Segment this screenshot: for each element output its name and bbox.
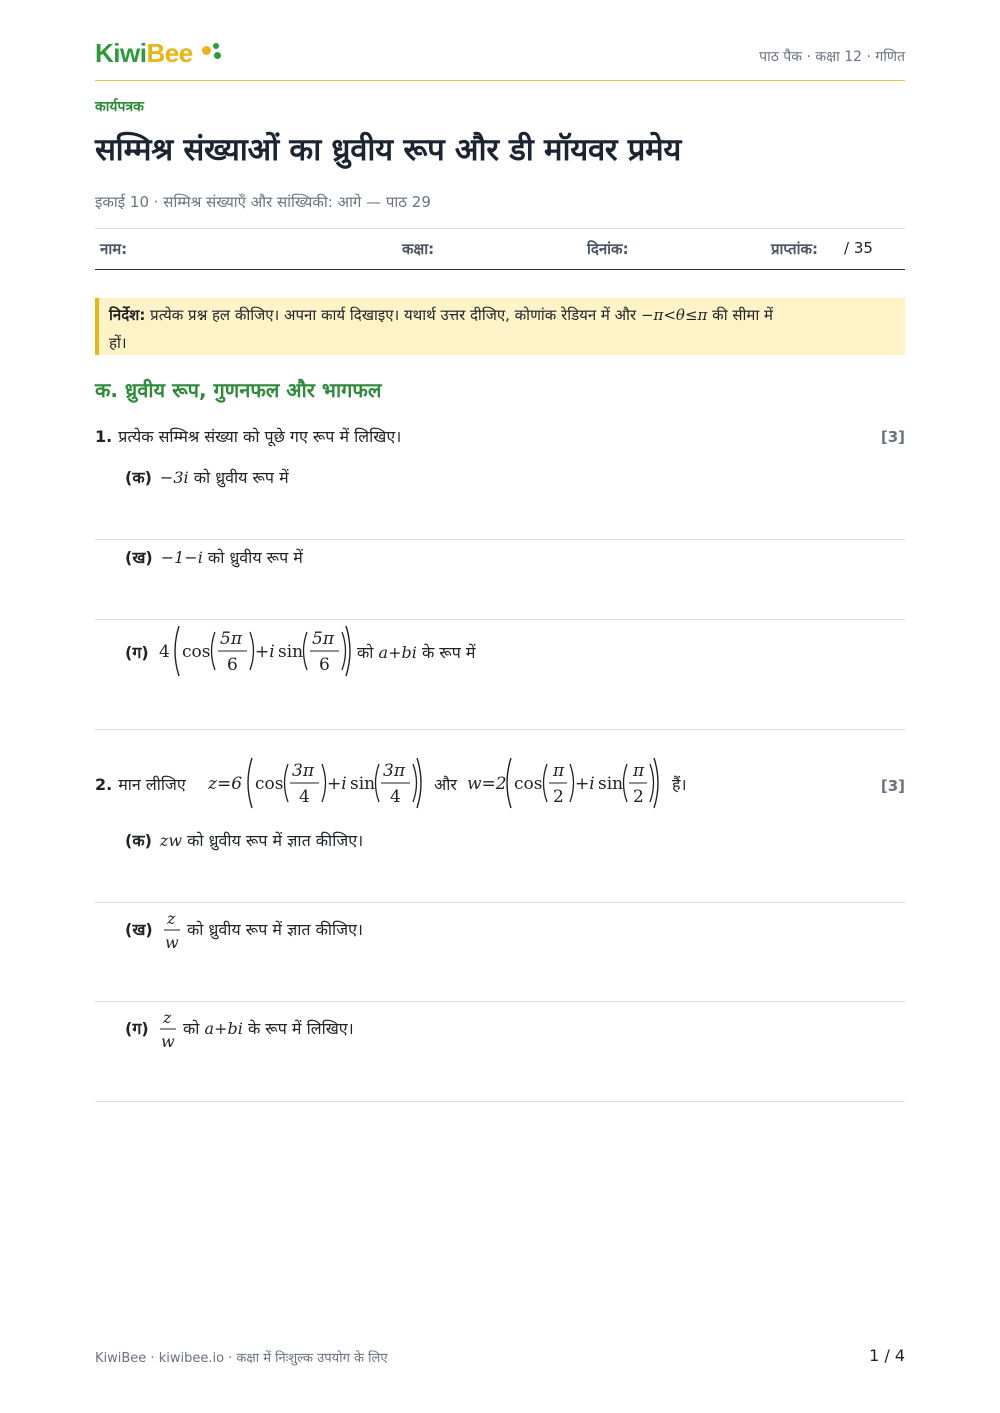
q2-end-word (672, 773, 687, 795)
sin-word: sin (350, 774, 376, 794)
question-text: प्रत्येक सम्मिश्र संख्या को पूछे गए रूप में लिखिए। (118, 427, 402, 446)
q1-part-c-tail (357, 641, 476, 663)
part-label: (ग) (125, 643, 149, 662)
frac-num: 5π (312, 629, 334, 649)
question-number: 1. (95, 427, 113, 446)
page-subtitle: इकाई 10 · सम्मिश्र संख्याएँ और सांख्यिकी: आगे — पाठ 29 (95, 193, 431, 211)
part-text: को ध्रुवीय रूप में (207, 548, 303, 567)
question-text: और (434, 775, 457, 794)
question-2-intro (95, 773, 186, 795)
sin-word: sin (598, 774, 624, 794)
part-math: −1−i (160, 548, 203, 567)
z-lhs: z=6 (208, 774, 243, 794)
part-text: के रूप में लिखिए। (247, 1019, 354, 1038)
cos-word: cos (255, 774, 284, 794)
worksheet-page (95, 0, 905, 1413)
note-tail-2: हों। (109, 334, 127, 352)
q2-part-b (125, 918, 161, 940)
date-field[interactable]: दिनांक: (587, 240, 629, 258)
q2-part-c-text (183, 1017, 354, 1039)
q2c-fraction (157, 1005, 181, 1055)
part-text: को ध्रुवीय रूप में ज्ञात कीजिए। (187, 920, 363, 939)
frac-num: z (167, 909, 176, 928)
note-math: −π<θ≤π (640, 306, 708, 324)
w-lhs: w=2 (467, 774, 507, 794)
frac-den: 2 (633, 787, 644, 807)
part-math: zw (159, 831, 183, 850)
sin-word: sin (278, 642, 304, 662)
question-text: मान लीजिए (118, 775, 186, 794)
cos-word: cos (514, 774, 543, 794)
plus-i: +i (327, 774, 347, 794)
note-text: प्रत्येक प्रश्न हल कीजिए। अपना कार्य दिखाइए। यथार्थ उत्तर दीजिए, कोणांक रेडियन में और (150, 306, 637, 324)
frac-num: 3π (292, 761, 314, 781)
frac-den: w (161, 1032, 175, 1051)
page-number: 1 / 4 (869, 1346, 905, 1365)
q1-part-c-label (125, 641, 157, 663)
frac-den: 4 (390, 787, 401, 807)
q2-w-expression (467, 752, 777, 814)
student-fields (95, 228, 905, 270)
question-1 (95, 425, 401, 447)
answer-line (95, 1001, 905, 1002)
q2b-fraction (161, 906, 185, 956)
part-label: (ख) (125, 920, 153, 939)
cos-word: cos (182, 642, 211, 662)
q2-part-c (125, 1017, 157, 1039)
frac-num: π (553, 761, 565, 781)
q2-and-word (434, 773, 457, 795)
score-label: प्राप्तांक: (771, 240, 818, 258)
part-label: (क) (125, 468, 152, 487)
part-label: (ख) (125, 548, 153, 567)
header-meta: पाठ पैक · कक्षा 12 · गणित (759, 49, 905, 65)
frac-den: 2 (553, 787, 564, 807)
part-math: a+bi (378, 643, 417, 662)
part-math: a+bi (204, 1019, 243, 1038)
frac-num: 3π (383, 761, 405, 781)
q1-part-a (125, 466, 289, 488)
brand-kiwi: Kiwi (95, 38, 147, 68)
q2-part-a (125, 829, 363, 851)
page-title: सम्मिश्र संख्याओं का ध्रुवीय रूप और डी मॉयवर प्रमेय (95, 132, 682, 168)
frac-den: 6 (227, 655, 238, 675)
marks-badge: [3] (880, 428, 905, 446)
plus-i: +i (575, 774, 595, 794)
doc-kicker: कार्यपत्रक (95, 99, 144, 115)
note-tail: की सीमा में (712, 306, 773, 324)
answer-line (95, 1101, 905, 1102)
page-header (95, 38, 905, 81)
section-heading: क. ध्रुवीय रूप, गुणनफल और भागफल (95, 378, 382, 402)
q1-part-b (125, 546, 303, 568)
coef: 4 (159, 642, 170, 662)
frac-num: z (163, 1008, 172, 1027)
part-math: −3i (159, 468, 189, 487)
instructions-note (95, 298, 905, 355)
name-field[interactable]: नाम: (100, 240, 128, 258)
part-label: (ग) (125, 1019, 149, 1038)
frac-den: 4 (299, 787, 310, 807)
logo-dots-icon (202, 42, 226, 62)
part-text: को ध्रुवीय रूप में (193, 468, 289, 487)
part-text: को (357, 643, 374, 662)
footer-text: KiwiBee · kiwibee.io · कक्षा में निःशुल्क उपयोग के लिए (95, 1351, 388, 1366)
plus-i: +i (255, 642, 275, 662)
marks-badge: [3] (880, 777, 905, 795)
frac-num: 5π (220, 629, 242, 649)
question-number: 2. (95, 775, 113, 794)
part-text: को (183, 1019, 200, 1038)
question-text: हैं। (672, 775, 687, 794)
note-label: निर्देश: (109, 306, 146, 324)
class-field[interactable]: कक्षा: (402, 240, 435, 258)
frac-den: w (165, 933, 179, 952)
answer-line (95, 729, 905, 730)
part-text: को ध्रुवीय रूप में ज्ञात कीजिए। (187, 831, 364, 850)
answer-line (95, 539, 905, 540)
part-text: के रूप में (421, 643, 476, 662)
brand-logo (95, 38, 193, 68)
part-label: (क) (125, 831, 152, 850)
frac-num: π (633, 761, 645, 781)
brand-bee: Bee (146, 38, 193, 68)
frac-den: 6 (319, 655, 330, 675)
score-total: / 35 (844, 239, 873, 257)
q2-part-b-text (187, 918, 363, 940)
answer-line (95, 902, 905, 903)
